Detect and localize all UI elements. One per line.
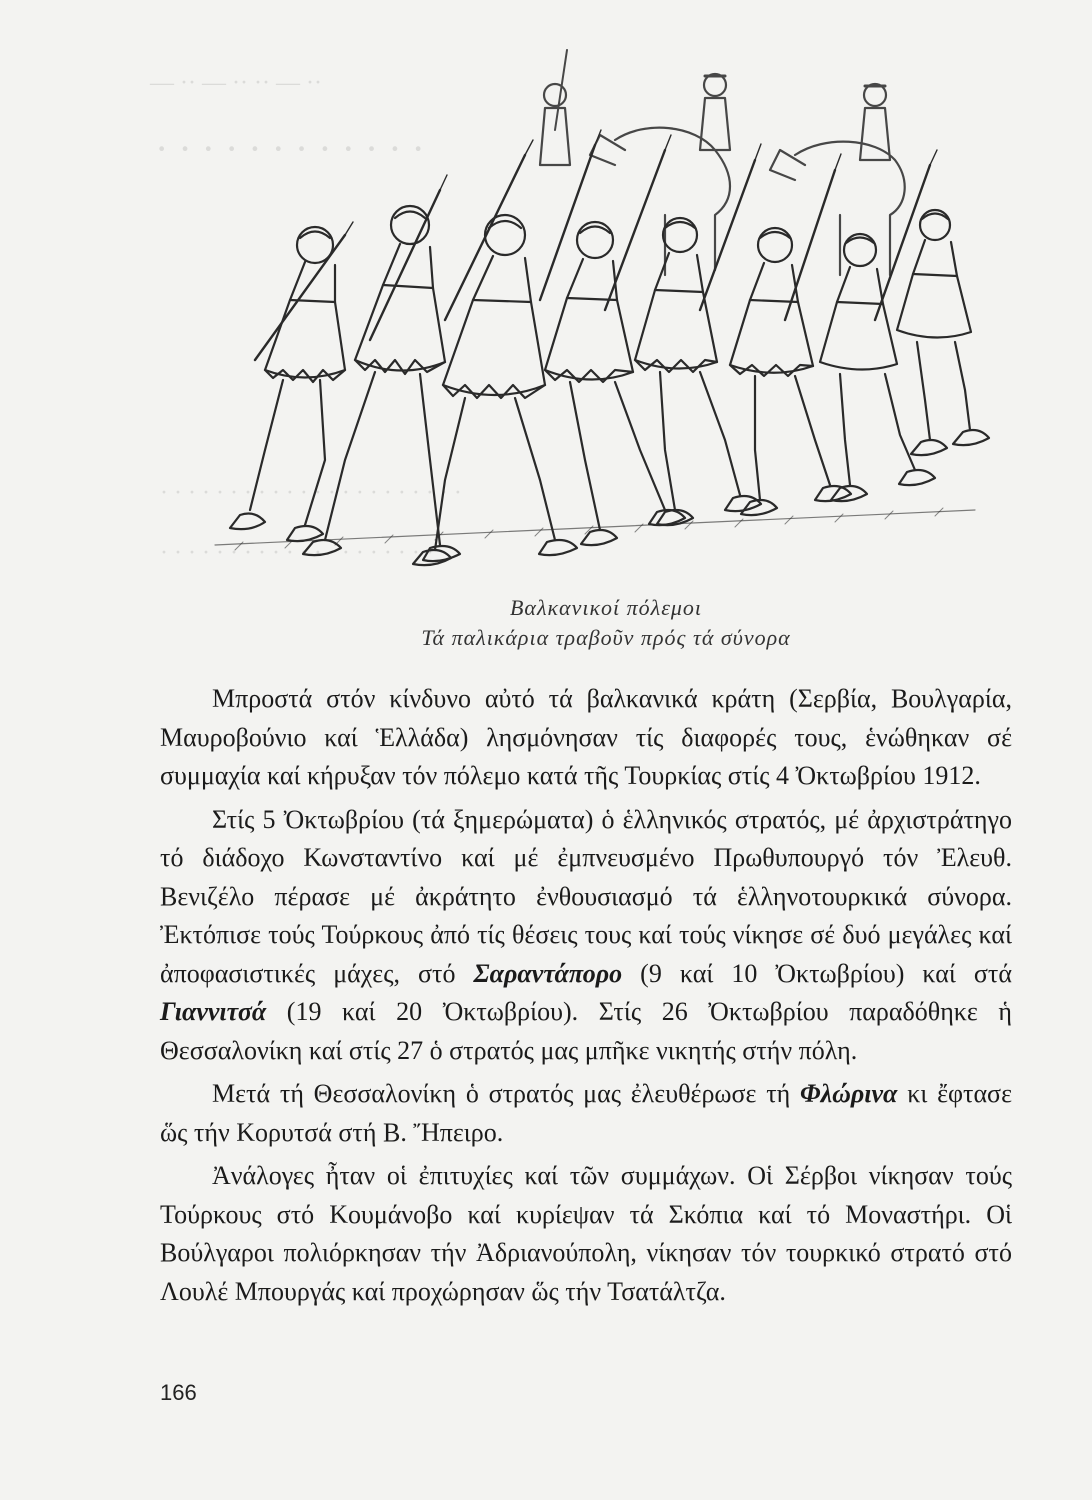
show-through-text: · · · · · · · · · · · · · · · · · · · · · ·: [160, 480, 462, 506]
show-through-text: — ·· — ·· ·· — ··: [150, 70, 322, 96]
paragraph-text: Μετά τή Θεσσαλονίκη ὁ στρατός μας ἐλευθέρωσε τή: [212, 1079, 801, 1108]
paragraph-text: Στίς 5 Ὀκτωβρίου (τά ξημερώματα) ὁ ἑλληνικός στρατός, μέ ἀρχιστράτηγο τό διάδοχο Κωνσταντίνο καί μέ ἐμπνευσμένο Πρωθυπουργό τόν Ἐλευθ. Βενιζέλο πέρασε μέ ἀκράτητο ἐνθουσιασμό τά ἑλληνοτουρκικά σύνορα. Ἐκτόπισε τούς Τούρκους ἀπό τίς θέσεις τους καί τούς νίκησε σέ δυό μεγάλες καί ἀποφασιστικές μάχες, στό: [160, 804, 1012, 988]
paragraph: [160, 1075, 1012, 1152]
show-through-text: · · · · · · · · · · · · · · · · · · · · · ·: [160, 540, 462, 566]
show-through-text: · · · · · · · · · · · ·: [155, 126, 425, 171]
paragraph-text: κι ἔφτασε ὥς τήν Κορυτσά στή Β. Ἤπειρο.: [160, 1079, 1012, 1147]
page-number: 166: [160, 1380, 197, 1405]
marching-soldiers-illustration: [195, 40, 995, 580]
emphasized-place-name: Γιαννιτσά: [160, 997, 267, 1026]
paragraph-text: (19 καί 20 Ὀκτωβρίου). Στίς 26 Ὀκτωβρίου παραδόθηκε ἡ Θεσσαλονίκη καί στίς 27 ὁ στρατός μας μπῆκε νικητής στήν πόλη.: [160, 997, 1012, 1065]
paragraph: [160, 680, 1012, 796]
figure-caption-subtitle: Τά παλικάρια τραβοῦν πρός τά σύνορα: [421, 625, 791, 650]
emphasized-place-name: Φλώρινα: [800, 1079, 898, 1108]
paragraph-text: Ἀνάλογες ἦταν οἱ ἐπιτυχίες καί τῶν συμμάχων. Οἱ Σέρβοι νίκησαν τούς Τούρκους στό Κουμάνοβο καί κυρίεψαν τά Σκόπια καί τό Μοναστήρι. Οἱ Βούλγαροι πολιόρκησαν τήν Ἀδριανούπολη, νίκησαν τόν τουρκικό στρατό στό Λουλέ Μπουργάς καί προχώρησαν ὥς τήν Τσατάλτζα.: [160, 1161, 1012, 1306]
paragraph: [160, 1157, 1012, 1311]
body-text: [160, 680, 1012, 1316]
paragraph-text: Μπροστά στόν κίνδυνο αὐτό τά βαλκανικά κράτη (Σερβία, Βουλγαρία, Μαυροβούνιο καί Ἑλλάδα) λησμόνησαν τίς διαφορές τους, ἑνώθηκαν σέ συμμαχία καί κήρυξαν τόν πόλεμο κατά τῆς Τουρκίας στίς 4 Ὀκτωβρίου 1912.: [160, 684, 1012, 790]
figure-caption-title: Βαλκανικοί πόλεμοι: [509, 595, 703, 620]
paragraph-text: (9 καί 10 Ὀκτωβρίου) καί στά: [622, 958, 1012, 988]
paragraph: [160, 801, 1012, 1071]
emphasized-place-name: Σαραντάπορο: [473, 958, 623, 988]
